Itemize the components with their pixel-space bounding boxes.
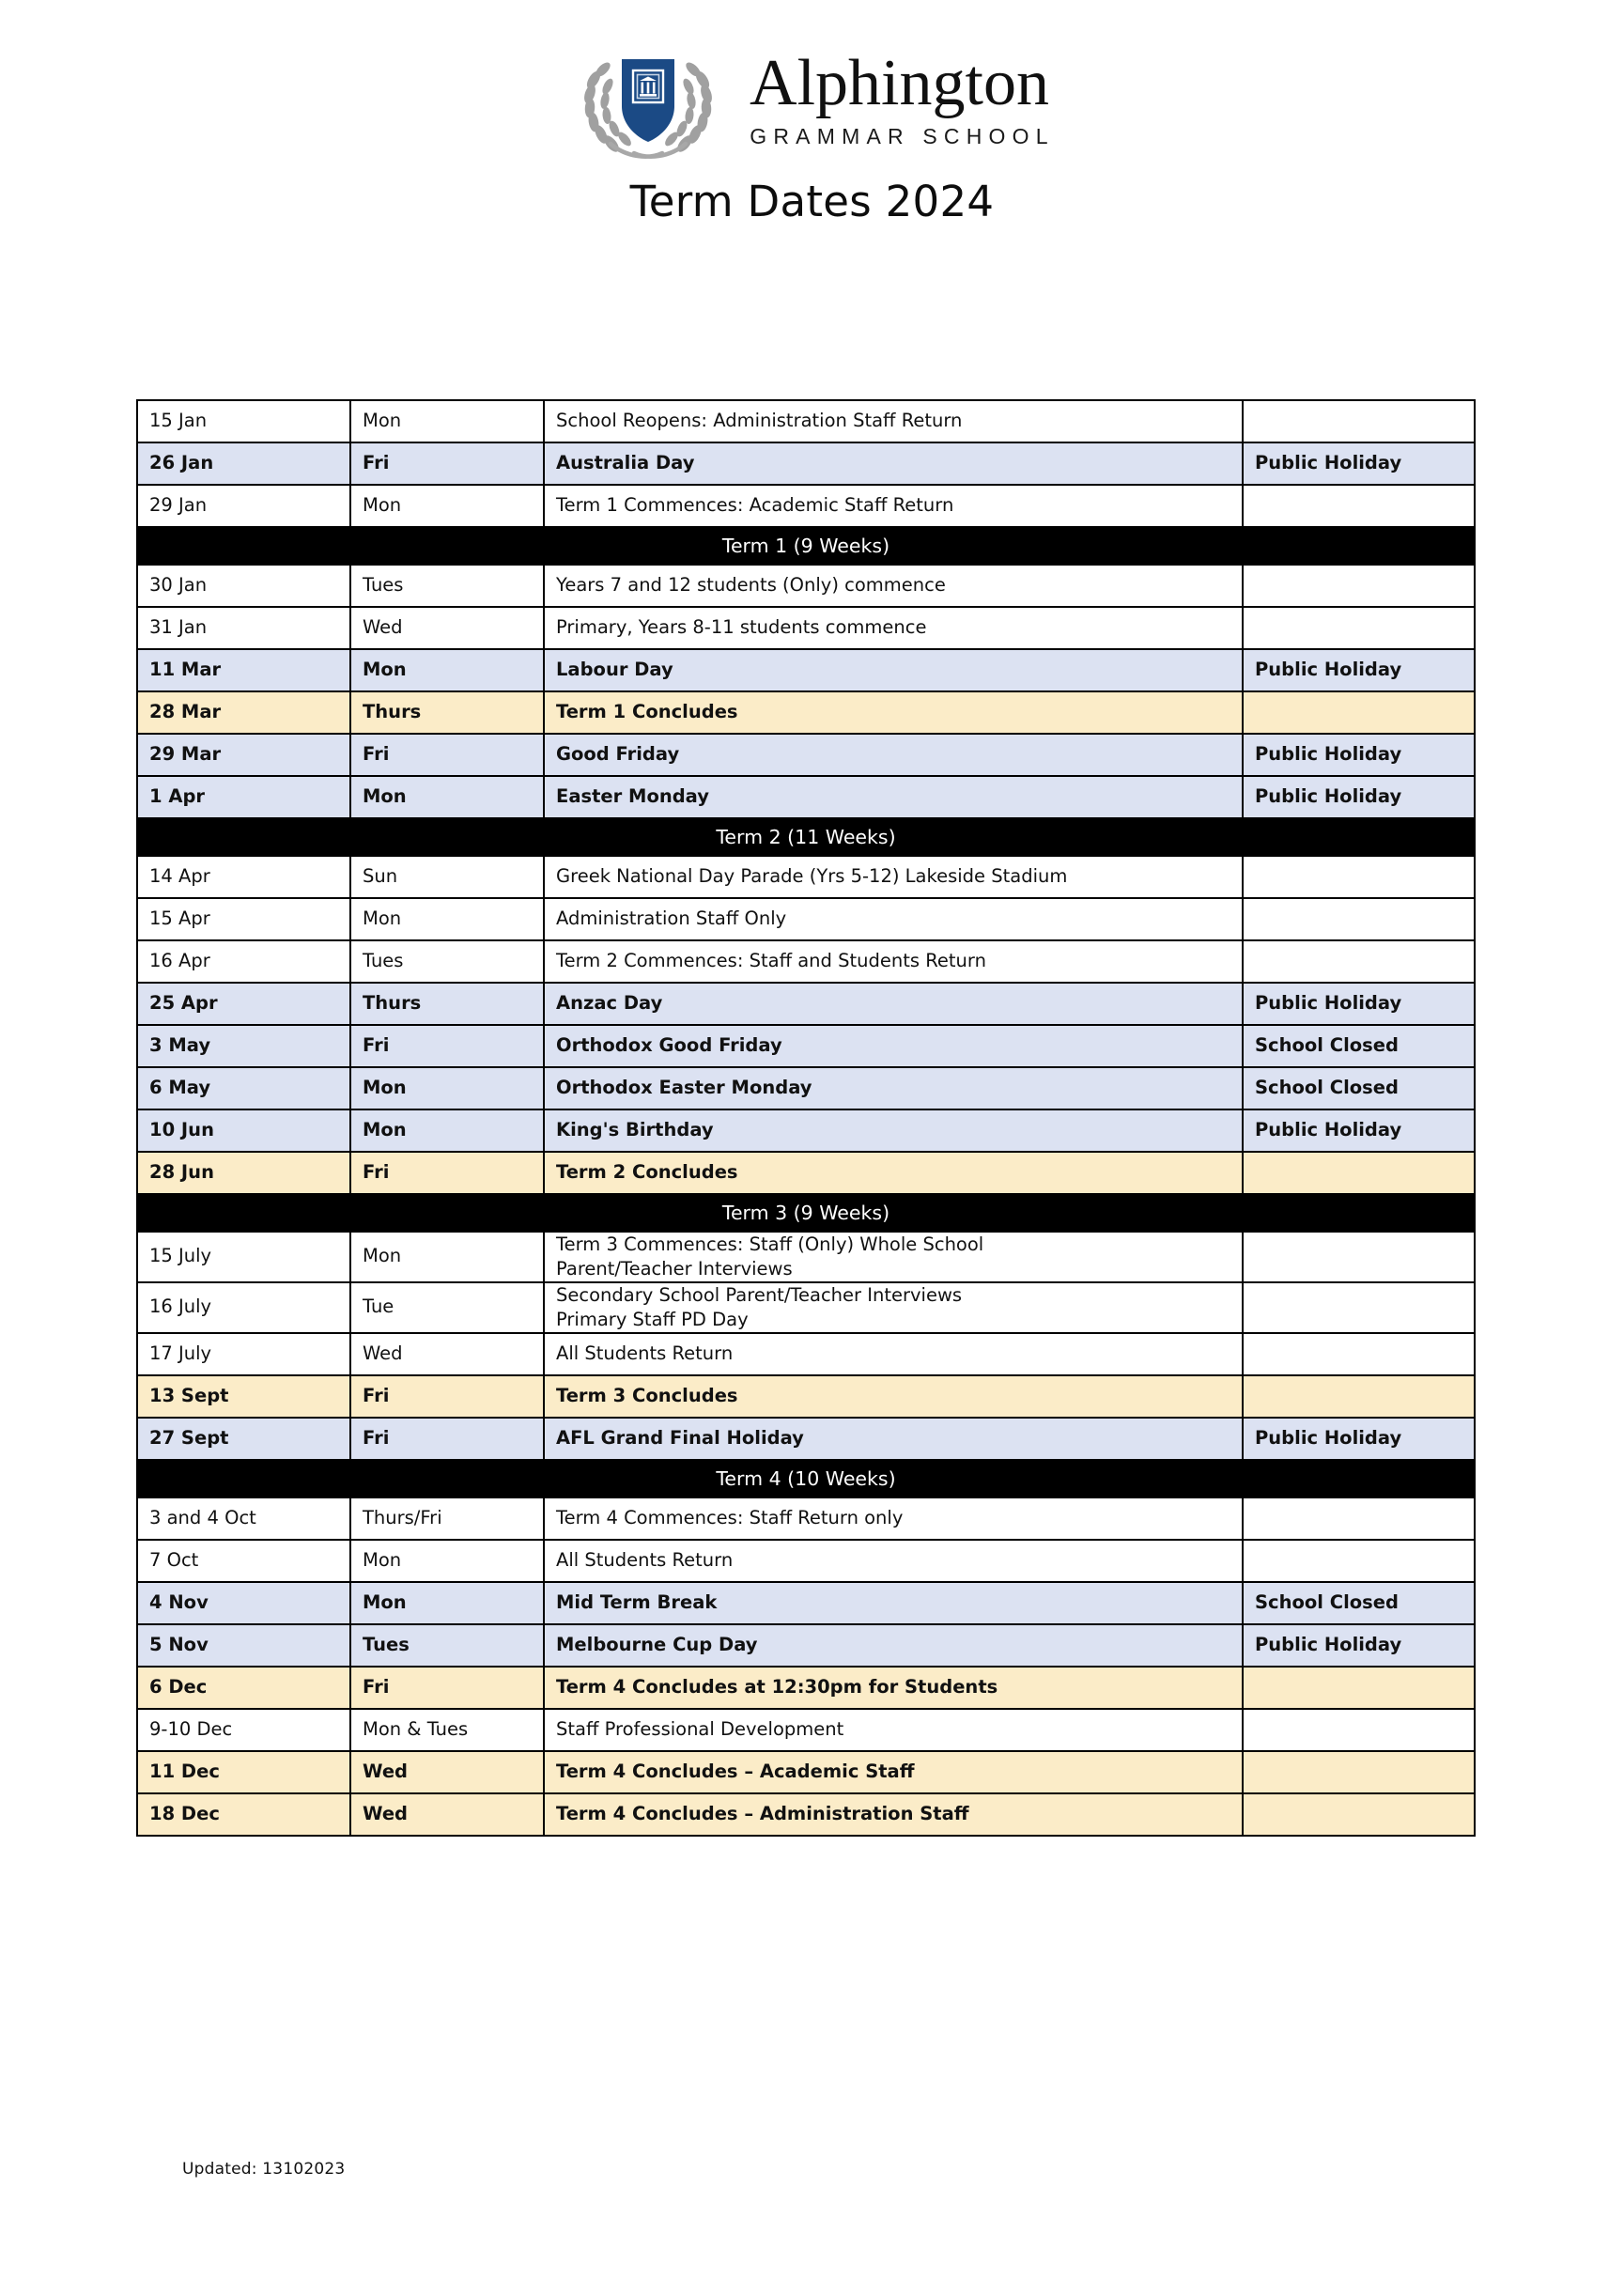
- table-row: [137, 1418, 1475, 1460]
- table-row: [137, 1109, 1475, 1152]
- cell-day: Mon: [350, 1067, 544, 1109]
- cell-event: [544, 1282, 1243, 1333]
- cell-day: Thurs: [350, 691, 544, 734]
- cell-event: Term 2 Commences: Staff and Students Return: [544, 940, 1243, 983]
- cell-date: 25 Apr: [137, 983, 350, 1025]
- school-crest-icon: [569, 39, 727, 161]
- cell-note: Public Holiday: [1243, 1109, 1475, 1152]
- cell-event: Term 4 Concludes at 12:30pm for Students: [544, 1667, 1243, 1709]
- cell-day: Wed: [350, 1751, 544, 1793]
- school-tagline: GRAMMAR SCHOOL: [750, 124, 1055, 149]
- cell-day: Mon: [350, 898, 544, 940]
- cell-date: 28 Jun: [137, 1152, 350, 1194]
- cell-note: [1243, 1232, 1475, 1282]
- cell-note: Public Holiday: [1243, 1624, 1475, 1667]
- cell-date: 1 Apr: [137, 776, 350, 818]
- term-section-header-row: [137, 1460, 1475, 1497]
- cell-note: [1243, 691, 1475, 734]
- cell-day: Mon & Tues: [350, 1709, 544, 1751]
- cell-day: Wed: [350, 1793, 544, 1836]
- cell-event: Anzac Day: [544, 983, 1243, 1025]
- cell-note: [1243, 856, 1475, 898]
- cell-date: 6 May: [137, 1067, 350, 1109]
- cell-note: [1243, 898, 1475, 940]
- cell-date: 26 Jan: [137, 442, 350, 485]
- table-row: [137, 1497, 1475, 1540]
- cell-event-line: Parent/Teacher Interviews: [556, 1257, 793, 1280]
- cell-day: Tues: [350, 940, 544, 983]
- cell-note: [1243, 1540, 1475, 1582]
- cell-day: Mon: [350, 1232, 544, 1282]
- table-row: [137, 1282, 1475, 1333]
- term-section-header-row: [137, 1194, 1475, 1232]
- cell-event: Greek National Day Parade (Yrs 5-12) Lakeside Stadium: [544, 856, 1243, 898]
- cell-day: Wed: [350, 1333, 544, 1375]
- term-section-label: Term 2 (11 Weeks): [137, 818, 1475, 856]
- cell-date: 15 Jan: [137, 400, 350, 442]
- cell-date: 27 Sept: [137, 1418, 350, 1460]
- cell-day: Mon: [350, 649, 544, 691]
- cell-note: [1243, 607, 1475, 649]
- table-row: [137, 856, 1475, 898]
- cell-event-line: Primary Staff PD Day: [556, 1308, 749, 1330]
- school-wordmark: [744, 46, 1055, 150]
- cell-note: Public Holiday: [1243, 649, 1475, 691]
- cell-event: Staff Professional Development: [544, 1709, 1243, 1751]
- cell-note: School Closed: [1243, 1025, 1475, 1067]
- cell-day: Tues: [350, 1624, 544, 1667]
- cell-date: 10 Jun: [137, 1109, 350, 1152]
- cell-event: Term 4 Concludes – Academic Staff: [544, 1751, 1243, 1793]
- cell-day: Mon: [350, 1582, 544, 1624]
- table-row: [137, 649, 1475, 691]
- cell-day: Fri: [350, 1152, 544, 1194]
- cell-note: Public Holiday: [1243, 983, 1475, 1025]
- cell-day: Mon: [350, 1109, 544, 1152]
- cell-event: Term 1 Concludes: [544, 691, 1243, 734]
- cell-event: All Students Return: [544, 1540, 1243, 1582]
- cell-event: Term 1 Commences: Academic Staff Return: [544, 485, 1243, 527]
- term-section-label: Term 3 (9 Weeks): [137, 1194, 1475, 1232]
- cell-day: Fri: [350, 442, 544, 485]
- term-dates-table-container: [136, 399, 1474, 1837]
- cell-date: 29 Jan: [137, 485, 350, 527]
- cell-note: School Closed: [1243, 1067, 1475, 1109]
- cell-day: Thurs/Fri: [350, 1497, 544, 1540]
- table-row: [137, 1025, 1475, 1067]
- table-row: [137, 1624, 1475, 1667]
- cell-event: Good Friday: [544, 734, 1243, 776]
- table-row: [137, 983, 1475, 1025]
- cell-event: Easter Monday: [544, 776, 1243, 818]
- table-row: [137, 1540, 1475, 1582]
- cell-note: [1243, 485, 1475, 527]
- cell-note: [1243, 1751, 1475, 1793]
- cell-day: Tue: [350, 1282, 544, 1333]
- cell-date: 11 Dec: [137, 1751, 350, 1793]
- table-row: [137, 1232, 1475, 1282]
- cell-event: Orthodox Good Friday: [544, 1025, 1243, 1067]
- cell-note: [1243, 940, 1475, 983]
- table-row: [137, 1793, 1475, 1836]
- cell-note: [1243, 1793, 1475, 1836]
- cell-date: 15 July: [137, 1232, 350, 1282]
- term-dates-table-body: [137, 400, 1475, 1836]
- cell-note: School Closed: [1243, 1582, 1475, 1624]
- cell-date: 3 May: [137, 1025, 350, 1067]
- table-row: [137, 1067, 1475, 1109]
- cell-date: 15 Apr: [137, 898, 350, 940]
- school-name: Alphington: [750, 46, 1049, 119]
- table-row: [137, 734, 1475, 776]
- cell-day: Fri: [350, 1375, 544, 1418]
- cell-date: 28 Mar: [137, 691, 350, 734]
- cell-day: Tues: [350, 565, 544, 607]
- cell-note: [1243, 1375, 1475, 1418]
- cell-date: 30 Jan: [137, 565, 350, 607]
- cell-event: Melbourne Cup Day: [544, 1624, 1243, 1667]
- cell-date: 16 Apr: [137, 940, 350, 983]
- cell-event: Administration Staff Only: [544, 898, 1243, 940]
- cell-date: 5 Nov: [137, 1624, 350, 1667]
- cell-date: 14 Apr: [137, 856, 350, 898]
- table-row: [137, 1667, 1475, 1709]
- cell-note: [1243, 565, 1475, 607]
- table-row: [137, 1152, 1475, 1194]
- cell-day: Mon: [350, 400, 544, 442]
- table-row: [137, 1333, 1475, 1375]
- cell-event: [544, 1232, 1243, 1282]
- cell-date: 13 Sept: [137, 1375, 350, 1418]
- updated-stamp: Updated: 13102023: [182, 2160, 346, 2179]
- cell-date: 31 Jan: [137, 607, 350, 649]
- term-section-header-row: [137, 818, 1475, 856]
- cell-note: [1243, 400, 1475, 442]
- cell-date: 4 Nov: [137, 1582, 350, 1624]
- cell-date: 3 and 4 Oct: [137, 1497, 350, 1540]
- cell-note: Public Holiday: [1243, 734, 1475, 776]
- cell-date: 18 Dec: [137, 1793, 350, 1836]
- cell-note: [1243, 1333, 1475, 1375]
- table-row: [137, 1375, 1475, 1418]
- cell-note: [1243, 1709, 1475, 1751]
- cell-event: Years 7 and 12 students (Only) commence: [544, 565, 1243, 607]
- term-dates-table: [136, 399, 1476, 1837]
- table-row: [137, 1751, 1475, 1793]
- cell-day: Thurs: [350, 983, 544, 1025]
- cell-event: All Students Return: [544, 1333, 1243, 1375]
- table-row: [137, 1582, 1475, 1624]
- term-section-label: Term 4 (10 Weeks): [137, 1460, 1475, 1497]
- cell-note: Public Holiday: [1243, 442, 1475, 485]
- cell-date: 17 July: [137, 1333, 350, 1375]
- table-row: [137, 1709, 1475, 1751]
- cell-event-line: Term 3 Commences: Staff (Only) Whole School: [556, 1233, 984, 1255]
- cell-event: King's Birthday: [544, 1109, 1243, 1152]
- cell-day: Wed: [350, 607, 544, 649]
- cell-day: Mon: [350, 776, 544, 818]
- table-row: [137, 400, 1475, 442]
- cell-note: Public Holiday: [1243, 776, 1475, 818]
- cell-note: [1243, 1667, 1475, 1709]
- cell-day: Mon: [350, 1540, 544, 1582]
- cell-day: Sun: [350, 856, 544, 898]
- cell-event: Term 4 Commences: Staff Return only: [544, 1497, 1243, 1540]
- cell-date: 16 July: [137, 1282, 350, 1333]
- cell-event: School Reopens: Administration Staff Return: [544, 400, 1243, 442]
- table-row: [137, 691, 1475, 734]
- cell-day: Fri: [350, 1025, 544, 1067]
- table-row: [137, 898, 1475, 940]
- table-row: [137, 565, 1475, 607]
- cell-event-line: Secondary School Parent/Teacher Interviews: [556, 1283, 963, 1306]
- table-row: [137, 607, 1475, 649]
- table-row: [137, 940, 1475, 983]
- cell-note: [1243, 1152, 1475, 1194]
- table-row: [137, 776, 1475, 818]
- cell-day: Fri: [350, 1667, 544, 1709]
- cell-event: Term 2 Concludes: [544, 1152, 1243, 1194]
- cell-event: AFL Grand Final Holiday: [544, 1418, 1243, 1460]
- table-row: [137, 442, 1475, 485]
- cell-date: 7 Oct: [137, 1540, 350, 1582]
- term-section-label: Term 1 (9 Weeks): [137, 527, 1475, 565]
- cell-date: 11 Mar: [137, 649, 350, 691]
- cell-day: Fri: [350, 1418, 544, 1460]
- cell-date: 9-10 Dec: [137, 1709, 350, 1751]
- table-row: [137, 485, 1475, 527]
- cell-event: Term 3 Concludes: [544, 1375, 1243, 1418]
- cell-event: Term 4 Concludes – Administration Staff: [544, 1793, 1243, 1836]
- school-logo-header: [0, 0, 1624, 149]
- cell-event: Australia Day: [544, 442, 1243, 485]
- cell-date: 6 Dec: [137, 1667, 350, 1709]
- cell-event: Mid Term Break: [544, 1582, 1243, 1624]
- page-title: Term Dates 2024: [629, 177, 995, 226]
- term-section-header-row: [137, 527, 1475, 565]
- cell-note: [1243, 1497, 1475, 1540]
- cell-note: Public Holiday: [1243, 1418, 1475, 1460]
- cell-event: Labour Day: [544, 649, 1243, 691]
- cell-day: Mon: [350, 485, 544, 527]
- cell-event: Primary, Years 8-11 students commence: [544, 607, 1243, 649]
- cell-day: Fri: [350, 734, 544, 776]
- cell-event: Orthodox Easter Monday: [544, 1067, 1243, 1109]
- cell-note: [1243, 1282, 1475, 1333]
- cell-date: 29 Mar: [137, 734, 350, 776]
